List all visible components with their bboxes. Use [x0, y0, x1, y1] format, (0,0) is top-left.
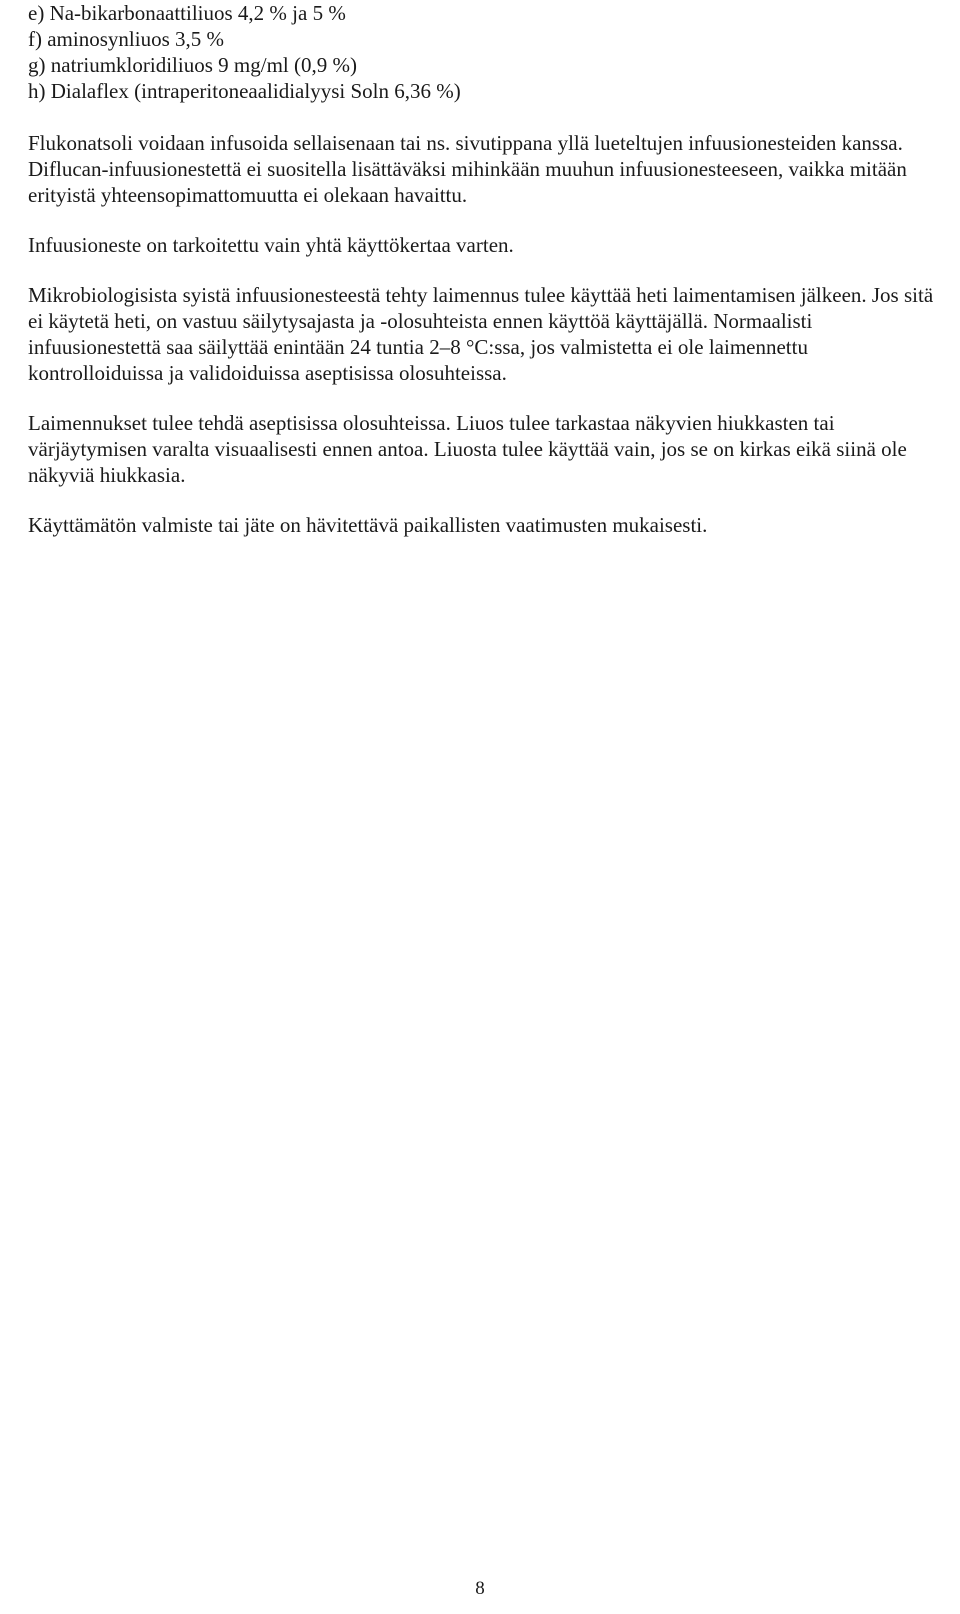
paragraph-compatibility: Flukonatsoli voidaan infusoida sellaisenaan tai ns. sivutippana yllä lueteltujen infuusionesteiden kanssa. Diflucan-infuusionestettä ei suositella lisättäväksi mihinkään muuhun infuusionesteeseen, vaikka mitään erityistä yhteensopimattomuutta ei olekaan havaittu. — [28, 131, 907, 207]
list-item-e: e) Na-bikarbonaattiliuos 4,2 % ja 5 % — [28, 1, 346, 25]
list-item-f: f) aminosynliuos 3,5 % — [28, 27, 224, 51]
paragraph-single-use: Infuusioneste on tarkoitettu vain yhtä käyttökertaa varten. — [28, 233, 514, 257]
document-body — [28, 0, 948, 538]
paragraph-aseptic-dilution: Laimennukset tulee tehdä aseptisissa olosuhteissa. Liuos tulee tarkastaa näkyvien hiukkasten tai värjäytymisen varalta visuaalisesti ennen antoa. Liuosta tulee käyttää vain, jos se on kirkas eikä siinä ole näkyviä hiukkasia. — [28, 411, 907, 487]
infusion-solution-list — [28, 0, 948, 104]
list-item-g: g) natriumkloridiliuos 9 mg/ml (0,9 %) — [28, 53, 357, 77]
page-number: 8 — [475, 1578, 485, 1599]
paragraph-disposal: Käyttämätön valmiste tai jäte on hävitettävä paikallisten vaatimusten mukaisesti. — [28, 513, 708, 537]
paragraph-storage: Mikrobiologisista syistä infuusionesteestä tehty laimennus tulee käyttää heti laimentamisen jälkeen. Jos sitä ei käytetä heti, on vastuu säilytysajasta ja -olosuhteista ennen käyttöä käyttäjällä. Normaalisti infuusionestettä saa säilyttää enintään 24 tuntia 2–8 °C:ssa, jos valmistetta ei ole laimennettu kontrolloiduissa ja validoiduissa aseptisissa olosuhteissa. — [28, 283, 934, 385]
list-item-h: h) Dialaflex (intraperitoneaalidialyysi Soln 6,36 %) — [28, 79, 461, 103]
